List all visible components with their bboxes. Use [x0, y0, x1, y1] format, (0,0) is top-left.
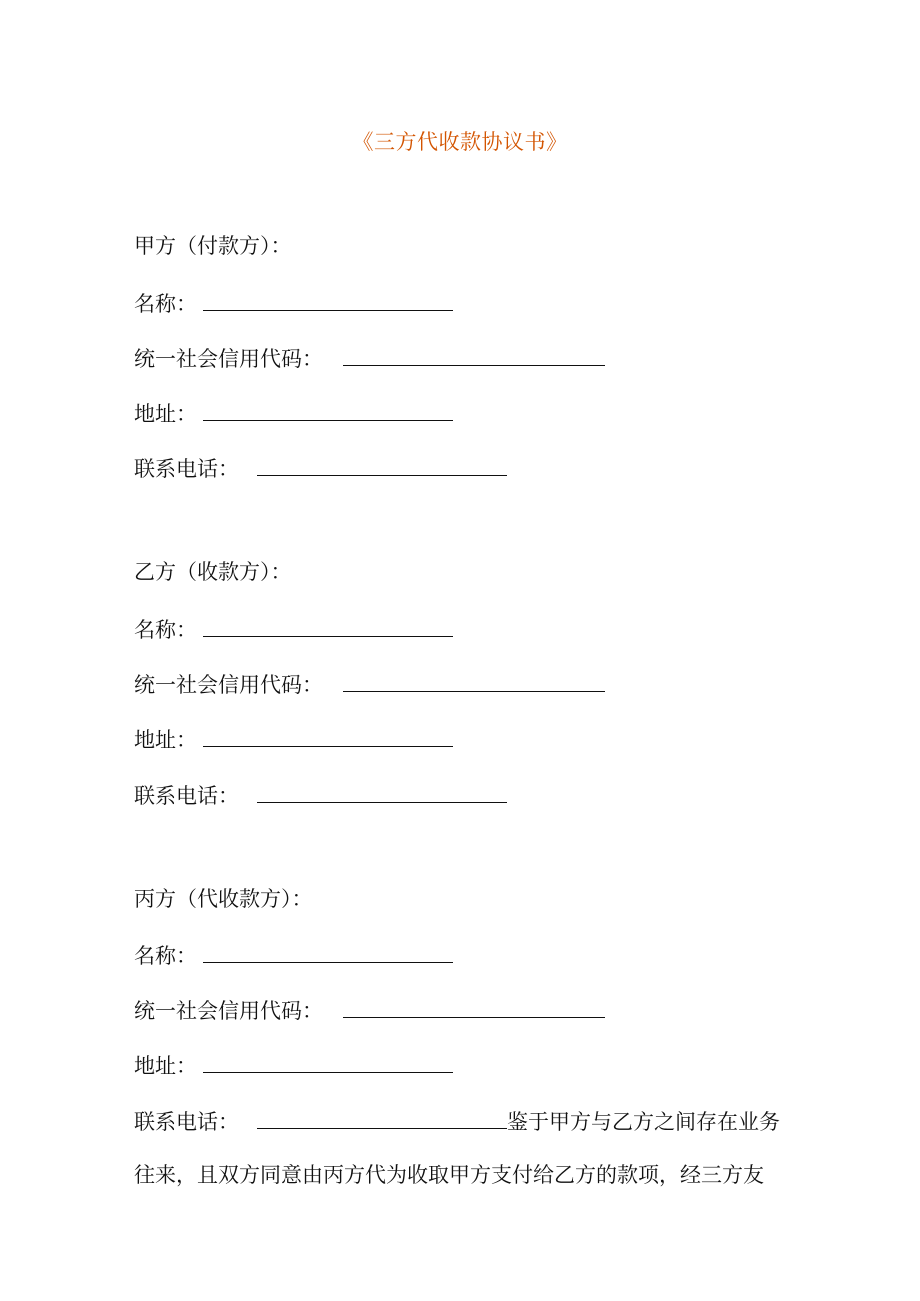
party-c-heading [134, 885, 313, 913]
party-c-address-blank[interactable] [203, 1050, 453, 1073]
party-a-phone-label: 联系电话： [134, 457, 239, 481]
party-a-address-blank[interactable] [203, 398, 453, 421]
party-a-address-row [134, 398, 453, 428]
party-c-phone-row [134, 1106, 780, 1136]
party-c-name-blank[interactable] [203, 940, 453, 963]
party-c-name-label: 名称： [134, 944, 197, 968]
party-b-credit-code-row [134, 669, 605, 699]
party-c-address-label: 地址： [134, 1054, 197, 1078]
party-b-credit-code-blank[interactable] [343, 669, 605, 692]
party-c-credit-code-label: 统一社会信用代码： [134, 999, 323, 1023]
party-a-credit-code-row [134, 343, 605, 373]
party-a-heading-text: 甲方（付款方）： [134, 234, 292, 258]
party-c-address-row [134, 1050, 453, 1080]
party-c-phone-blank[interactable] [257, 1106, 507, 1129]
party-a-name-row [134, 288, 453, 318]
party-a-name-label: 名称： [134, 292, 197, 316]
party-c-name-row [134, 940, 453, 970]
party-b-phone-blank[interactable] [257, 780, 507, 803]
party-b-name-row [134, 614, 453, 644]
party-b-credit-code-label: 统一社会信用代码： [134, 673, 323, 697]
party-b-heading-text: 乙方（收款方）： [134, 560, 292, 584]
party-a-credit-code-label: 统一社会信用代码： [134, 347, 323, 371]
party-b-heading [134, 558, 292, 586]
intro-text-line-1: 鉴于甲方与乙方之间存在业务 [507, 1110, 780, 1134]
party-a-phone-row [134, 453, 507, 483]
intro-paragraph-line-2 [134, 1161, 764, 1189]
party-c-credit-code-blank[interactable] [343, 995, 605, 1018]
party-b-phone-label: 联系电话： [134, 784, 239, 808]
party-b-name-blank[interactable] [203, 614, 453, 637]
party-b-address-blank[interactable] [203, 724, 453, 747]
party-c-credit-code-row [134, 995, 605, 1025]
party-b-phone-row [134, 780, 507, 810]
intro-text-line-2: 往来，且双方同意由丙方代为收取甲方支付给乙方的款项，经三方友 [134, 1163, 764, 1187]
party-c-heading-text: 丙方（代收款方）： [134, 887, 313, 911]
document-title: 《三方代收款协议书》 [352, 130, 568, 154]
party-c-phone-label: 联系电话： [134, 1110, 239, 1134]
party-a-heading [134, 232, 292, 260]
party-a-address-label: 地址： [134, 402, 197, 426]
party-b-address-row [134, 724, 453, 754]
party-a-name-blank[interactable] [203, 288, 453, 311]
party-b-name-label: 名称： [134, 618, 197, 642]
party-a-credit-code-blank[interactable] [343, 343, 605, 366]
party-a-phone-blank[interactable] [257, 453, 507, 476]
party-b-address-label: 地址： [134, 728, 197, 752]
